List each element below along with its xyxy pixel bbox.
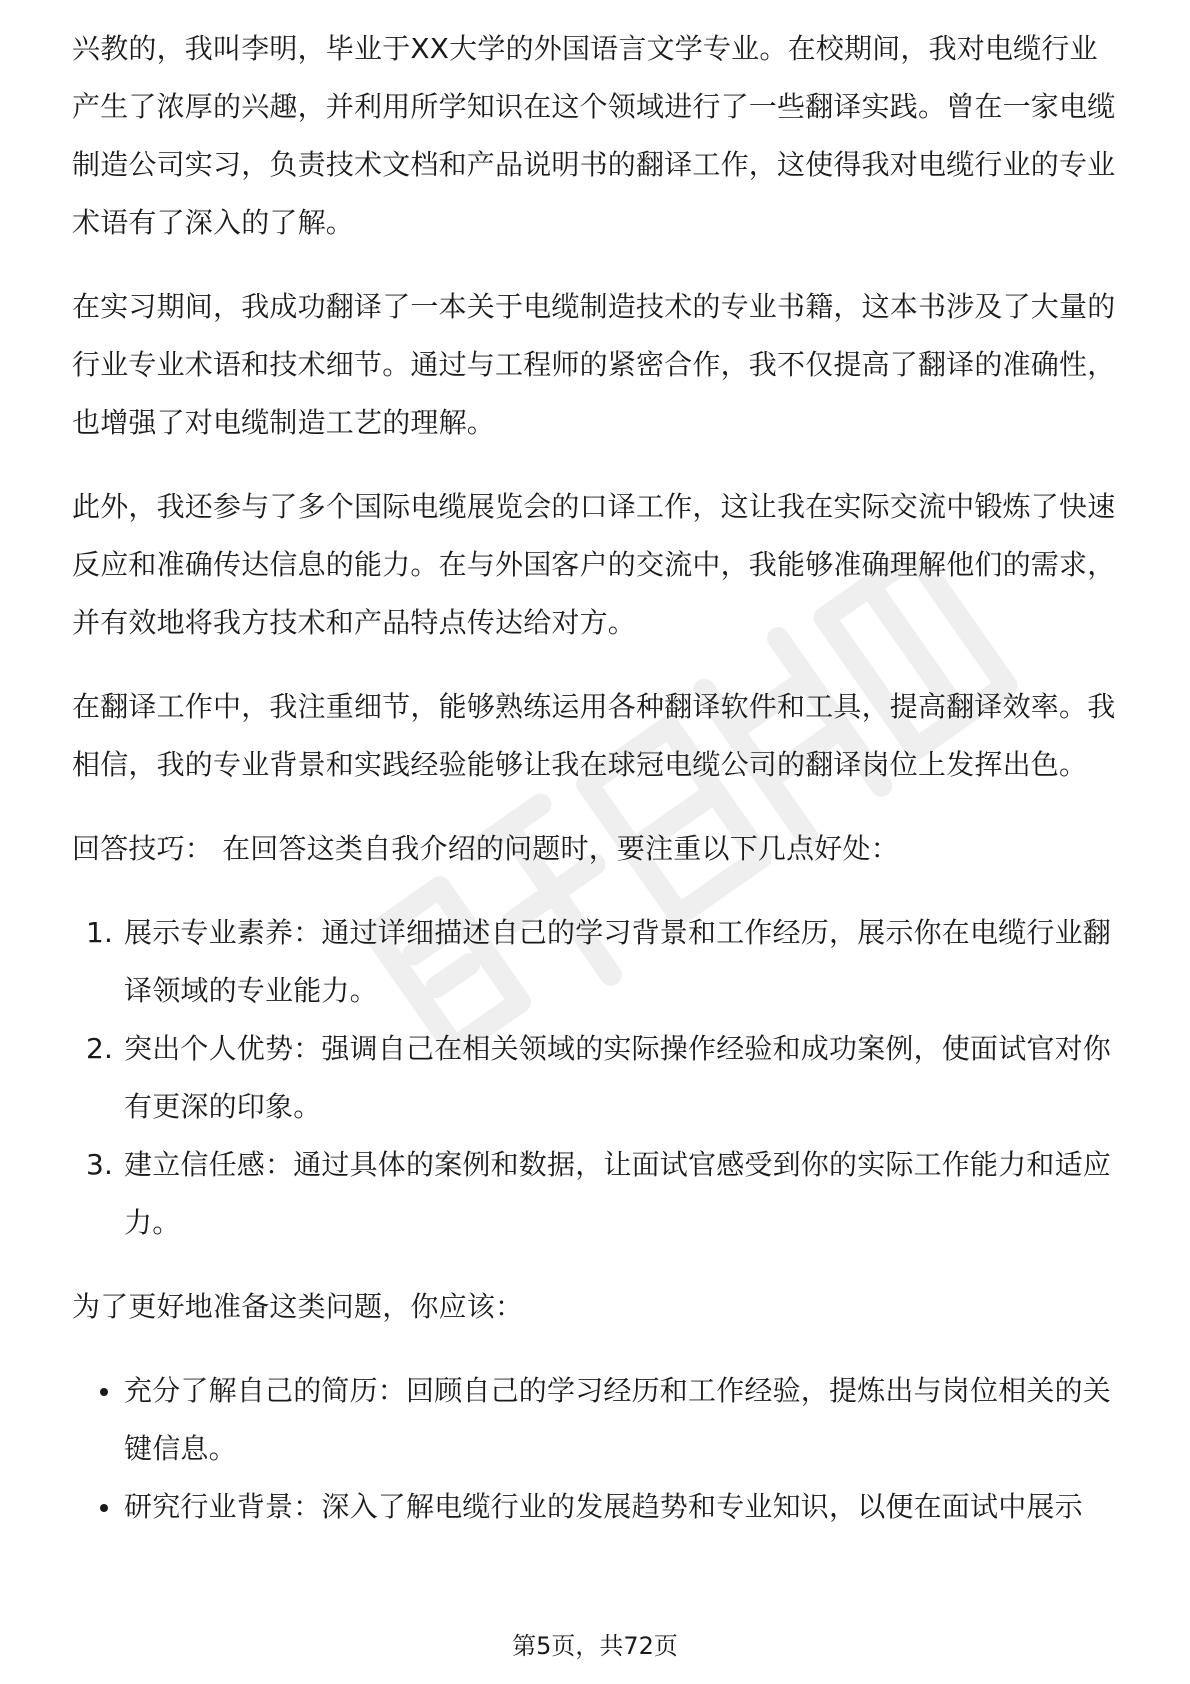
- list-number: 1.: [86, 916, 114, 949]
- prep-list: [72, 1362, 1118, 1536]
- tips-intro: 回答技巧： 在回答这类自我介绍的问题时，要注重以下几点好处：: [72, 832, 899, 865]
- list-item: [72, 1136, 1118, 1252]
- list-item-text: 展示专业素养：通过详细描述自己的学习背景和工作经历，展示你在电缆行业翻译领域的专业能力。: [124, 916, 1112, 1007]
- bullet-icon: [100, 1388, 108, 1396]
- paragraph-conclusion: 在翻译工作中，我注重细节，能够熟练运用各种翻译软件和工具，提高翻译效率。我相信，我的专业背景和实践经验能够让我在球冠电缆公司的翻译岗位上发挥出色。: [72, 690, 1116, 781]
- paragraph-intro-cutoff: 兴教的，我叫李明，毕业于XX大学的外国语言文学专业。在校期间，我对电缆行业: [72, 32, 1098, 65]
- list-item: [72, 904, 1118, 1020]
- prep-intro: 为了更好地准备这类问题，你应该：: [72, 1290, 524, 1323]
- list-item-text: 建立信任感：通过具体的案例和数据，让面试官感受到你的实际工作能力和适应力。: [124, 1148, 1112, 1239]
- list-item-text: 研究行业背景：深入了解电缆行业的发展趋势和专业知识，以便在面试中展示: [124, 1490, 1083, 1523]
- list-item-text: 充分了解自己的简历：回顾自己的学习经历和工作经验，提炼出与岗位相关的关键信息。: [124, 1374, 1112, 1465]
- list-item-text: 突出个人优势：强调自己在相关领域的实际操作经验和成功案例，使面试官对你有更深的印象。: [124, 1032, 1112, 1123]
- list-item: [72, 1362, 1118, 1478]
- page-number-footer: 第5页，共72页: [512, 1632, 678, 1660]
- list-number: 3.: [86, 1148, 114, 1181]
- paragraph-book-translation: 在实习期间，我成功翻译了一本关于电缆制造技术的专业书籍，这本书涉及了大量的行业专业术语和技术细节。通过与工程师的紧密合作，我不仅提高了翻译的准确性，也增强了对电缆制造工艺的理解。: [72, 290, 1116, 439]
- paragraph-internship: 产生了浓厚的兴趣，并利用所学知识在这个领域进行了一些翻译实践。曾在一家电缆制造公司实习，负责技术文档和产品说明书的翻译工作，这使得我对电缆行业的专业术语有了深入的了解。: [72, 90, 1116, 239]
- document-body: [72, 20, 1118, 1562]
- tips-list: [72, 904, 1118, 1252]
- list-number: 2.: [86, 1032, 114, 1065]
- bullet-icon: [100, 1504, 108, 1512]
- list-item: [72, 1020, 1118, 1136]
- list-item: [72, 1478, 1118, 1536]
- paragraph-interpreting: 此外，我还参与了多个国际电缆展览会的口译工作，这让我在实际交流中锻炼了快速反应和准确传达信息的能力。在与外国客户的交流中，我能够准确理解他们的需求，并有效地将我方技术和产品特点传达给对方。: [72, 490, 1116, 639]
